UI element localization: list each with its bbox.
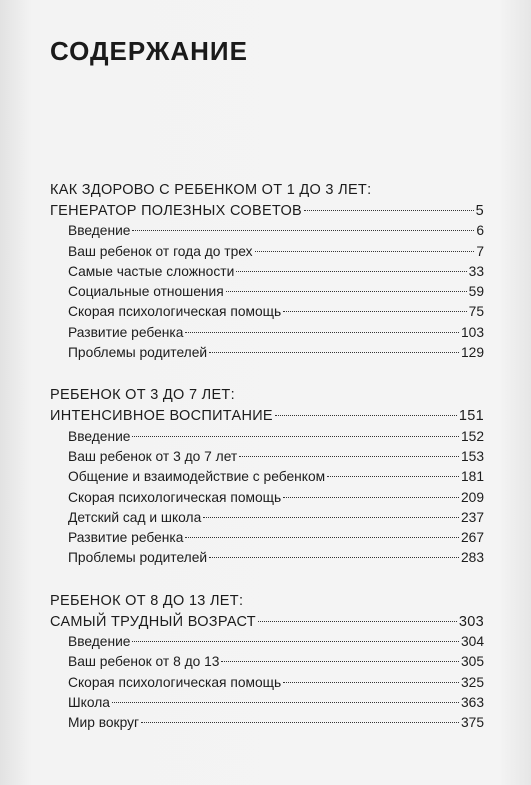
dot-leader <box>283 682 459 683</box>
dot-leader <box>283 497 459 498</box>
toc-entry <box>50 713 484 733</box>
dot-leader <box>185 537 459 538</box>
entry-label: Школа <box>68 694 110 710</box>
page-number: 304 <box>460 634 484 650</box>
page-number: 152 <box>460 428 484 444</box>
toc-entry <box>50 282 484 302</box>
page-number: 305 <box>460 654 484 670</box>
section-heading: РЕБЕНОК ОТ 3 ДО 7 ЛЕТ: <box>50 387 235 404</box>
dot-leader <box>255 251 475 252</box>
page-number: 209 <box>460 489 484 505</box>
entry-label: Введение <box>68 428 131 444</box>
page-number: 59 <box>468 284 484 300</box>
toc-entry <box>50 302 484 322</box>
entry-label: Ваш ребенок от года до трех <box>68 243 253 259</box>
section-heading-row <box>50 406 484 426</box>
page-number: 267 <box>460 530 484 546</box>
toc-entry <box>50 467 484 487</box>
toc-entry <box>50 652 484 672</box>
entry-label: Скорая психологическая помощь <box>68 489 282 505</box>
dot-leader <box>132 230 474 231</box>
entry-label: Ваш ребенок от 3 до 7 лет <box>68 448 238 464</box>
entry-label: Социальные отношения <box>68 284 224 300</box>
entry-label: Введение <box>68 634 131 650</box>
page-number: 153 <box>460 448 484 464</box>
section-heading-row <box>50 201 484 221</box>
entry-label: Ваш ребенок от 8 до 13 <box>68 654 220 670</box>
entry-label: Детский сад и школа <box>68 509 202 525</box>
dot-leader <box>226 291 467 292</box>
dot-leader <box>209 352 459 353</box>
page-number: 6 <box>476 223 484 239</box>
dot-leader <box>141 722 459 723</box>
section-heading: РЕБЕНОК ОТ 8 ДО 13 ЛЕТ: <box>50 592 244 609</box>
page-number: 33 <box>468 263 484 279</box>
table-of-contents <box>50 180 484 756</box>
toc-entry <box>50 693 484 713</box>
toc-entry <box>50 673 484 693</box>
dot-leader <box>275 415 457 416</box>
page-number: 5 <box>475 203 484 219</box>
entry-label: Скорая психологическая помощь <box>68 674 282 690</box>
toc-entry <box>50 632 484 652</box>
dot-leader <box>203 517 459 518</box>
section-subheading: ГЕНЕРАТОР ПОЛЕЗНЫХ СОВЕТОВ <box>50 203 302 219</box>
entry-label: Скорая психологическая помощь <box>68 304 282 320</box>
dot-leader <box>221 661 458 662</box>
dot-leader <box>132 641 458 642</box>
section-subheading: САМЫЙ ТРУДНЫЙ ВОЗРАСТ <box>50 613 256 630</box>
page-number: 237 <box>460 509 484 525</box>
page-number: 75 <box>468 304 484 320</box>
page-number: 375 <box>460 715 484 731</box>
entry-label: Развитие ребенка <box>68 530 184 546</box>
page-number: 129 <box>460 345 484 361</box>
entry-label: Мир вокруг <box>68 715 140 731</box>
page-number: 303 <box>458 613 484 630</box>
toc-entry <box>50 221 484 241</box>
page-number: 363 <box>460 694 484 710</box>
toc-entry <box>50 447 484 467</box>
page-number: 103 <box>460 324 484 340</box>
dot-leader <box>185 332 459 333</box>
section-subheading: ИНТЕНСИВНОЕ ВОСПИТАНИЕ <box>50 408 273 425</box>
toc-entry <box>50 427 484 447</box>
dot-leader <box>132 436 458 437</box>
entry-label: Общение и взаимодействие с ребенком <box>68 469 326 485</box>
section-heading: КАК ЗДОРОВО С РЕБЕНКОМ ОТ 1 ДО 3 ЛЕТ: <box>50 182 372 198</box>
dot-leader <box>258 621 457 622</box>
page-number: 283 <box>460 550 484 566</box>
dot-leader <box>239 456 459 457</box>
toc-entry <box>50 528 484 548</box>
toc-section <box>50 385 484 568</box>
page-number: 181 <box>460 469 484 485</box>
dot-leader <box>209 557 459 558</box>
dot-leader <box>283 311 466 312</box>
toc-entry <box>50 242 484 262</box>
entry-label: Развитие ребенка <box>68 324 184 340</box>
toc-entry <box>50 323 484 343</box>
toc-entry <box>50 488 484 508</box>
toc-section <box>50 591 484 734</box>
entry-label: Проблемы родителей <box>68 550 208 566</box>
entry-label: Проблемы родителей <box>68 345 208 361</box>
toc-entry <box>50 262 484 282</box>
dot-leader <box>236 271 466 272</box>
page-number: 7 <box>476 243 484 259</box>
page-title: СОДЕРЖАНИЕ <box>50 36 248 66</box>
page-number: 325 <box>460 674 484 690</box>
entry-label: Введение <box>68 223 131 239</box>
page-number: 151 <box>458 408 484 425</box>
entry-label: Самые частые сложности <box>68 263 235 279</box>
toc-entry <box>50 508 484 528</box>
dot-leader <box>327 476 459 477</box>
toc-entry <box>50 548 484 568</box>
dot-leader <box>304 210 474 211</box>
toc-section <box>50 180 484 363</box>
section-heading-row <box>50 612 484 632</box>
dot-leader <box>112 702 459 703</box>
toc-entry <box>50 343 484 363</box>
